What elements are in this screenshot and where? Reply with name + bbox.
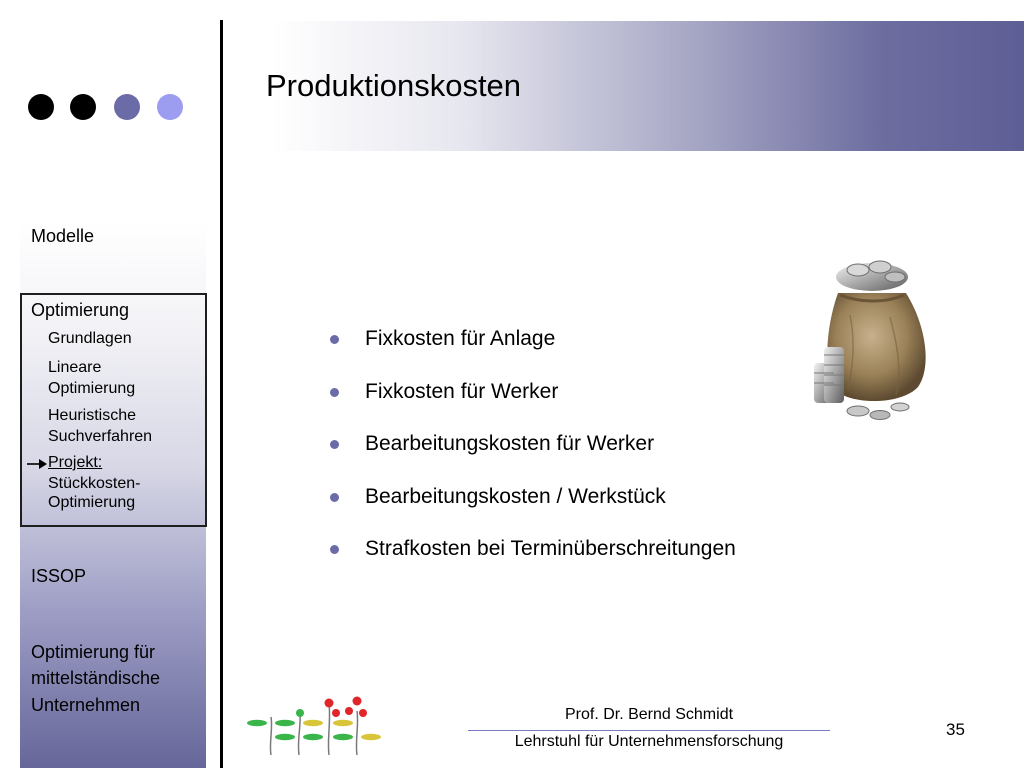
nav-subitem-lineare-optimierung-line2[interactable]: Optimierung: [48, 380, 136, 397]
money-bag-icon: [800, 255, 940, 430]
header-dot-2: [70, 94, 96, 120]
bullet-dot-icon: [330, 388, 339, 397]
nav-subitem-heuristische-line1[interactable]: Heuristische: [48, 407, 137, 424]
arrow-right-icon: [27, 458, 47, 470]
header-dot-4: [157, 94, 183, 120]
bullet-dot-icon: [330, 545, 339, 554]
bullet-item: [326, 532, 736, 585]
footer-author: Prof. Dr. Bernd Schmidt: [564, 706, 734, 723]
nav-subitem-heuristische-line2[interactable]: Suchverfahren: [48, 428, 153, 445]
bullet-text: Fixkosten für Werker: [365, 379, 559, 403]
slide-title: Produktionskosten: [266, 68, 522, 103]
nav-item-issop[interactable]: ISSOP: [31, 566, 87, 586]
bullet-dot-icon: [330, 440, 339, 449]
bullet-text: Bearbeitungskosten für Werker: [365, 432, 655, 455]
bullet-item: [326, 427, 736, 480]
bullet-dot-icon: [330, 335, 339, 344]
nav-subitem-projekt-current[interactable]: Projekt:: [48, 454, 103, 471]
bullet-item: [326, 322, 736, 375]
bullet-text: Bearbeitungskosten / Werkstück: [365, 484, 666, 508]
footer-divider: [468, 730, 830, 731]
header-dot-1: [28, 94, 54, 120]
nav-item-optimierung[interactable]: Optimierung: [31, 300, 130, 320]
bullet-text: Strafkosten bei Terminüberschreitungen: [365, 537, 736, 560]
header-dot-3: [114, 94, 140, 120]
nav-subitem-projekt-line2[interactable]: Stückkosten-: [48, 475, 141, 492]
nav-item-mittelstand-line3[interactable]: Unternehmen: [31, 695, 141, 715]
bullet-dot-icon: [330, 493, 339, 502]
page-number: 35: [946, 720, 965, 739]
footer-chair: Lehrstuhl für Unternehmensforschung: [514, 733, 784, 750]
bullet-item: [326, 480, 736, 533]
vertical-divider: [220, 20, 223, 768]
bullet-text: Fixkosten für Anlage: [365, 327, 556, 350]
plant-logo: [245, 695, 383, 755]
nav-item-mittelstand-line1[interactable]: Optimierung für: [31, 642, 156, 662]
nav-item-modelle[interactable]: Modelle: [31, 226, 95, 246]
nav-item-mittelstand-line2[interactable]: mittelständische: [31, 668, 161, 688]
nav-subitem-projekt-line3[interactable]: Optimierung: [48, 494, 136, 511]
cost-bullet-list: [326, 322, 736, 585]
nav-subitem-grundlagen[interactable]: Grundlagen: [48, 330, 132, 347]
nav-subitem-lineare-optimierung-line1[interactable]: Lineare: [48, 359, 102, 376]
bullet-item: [326, 375, 736, 428]
